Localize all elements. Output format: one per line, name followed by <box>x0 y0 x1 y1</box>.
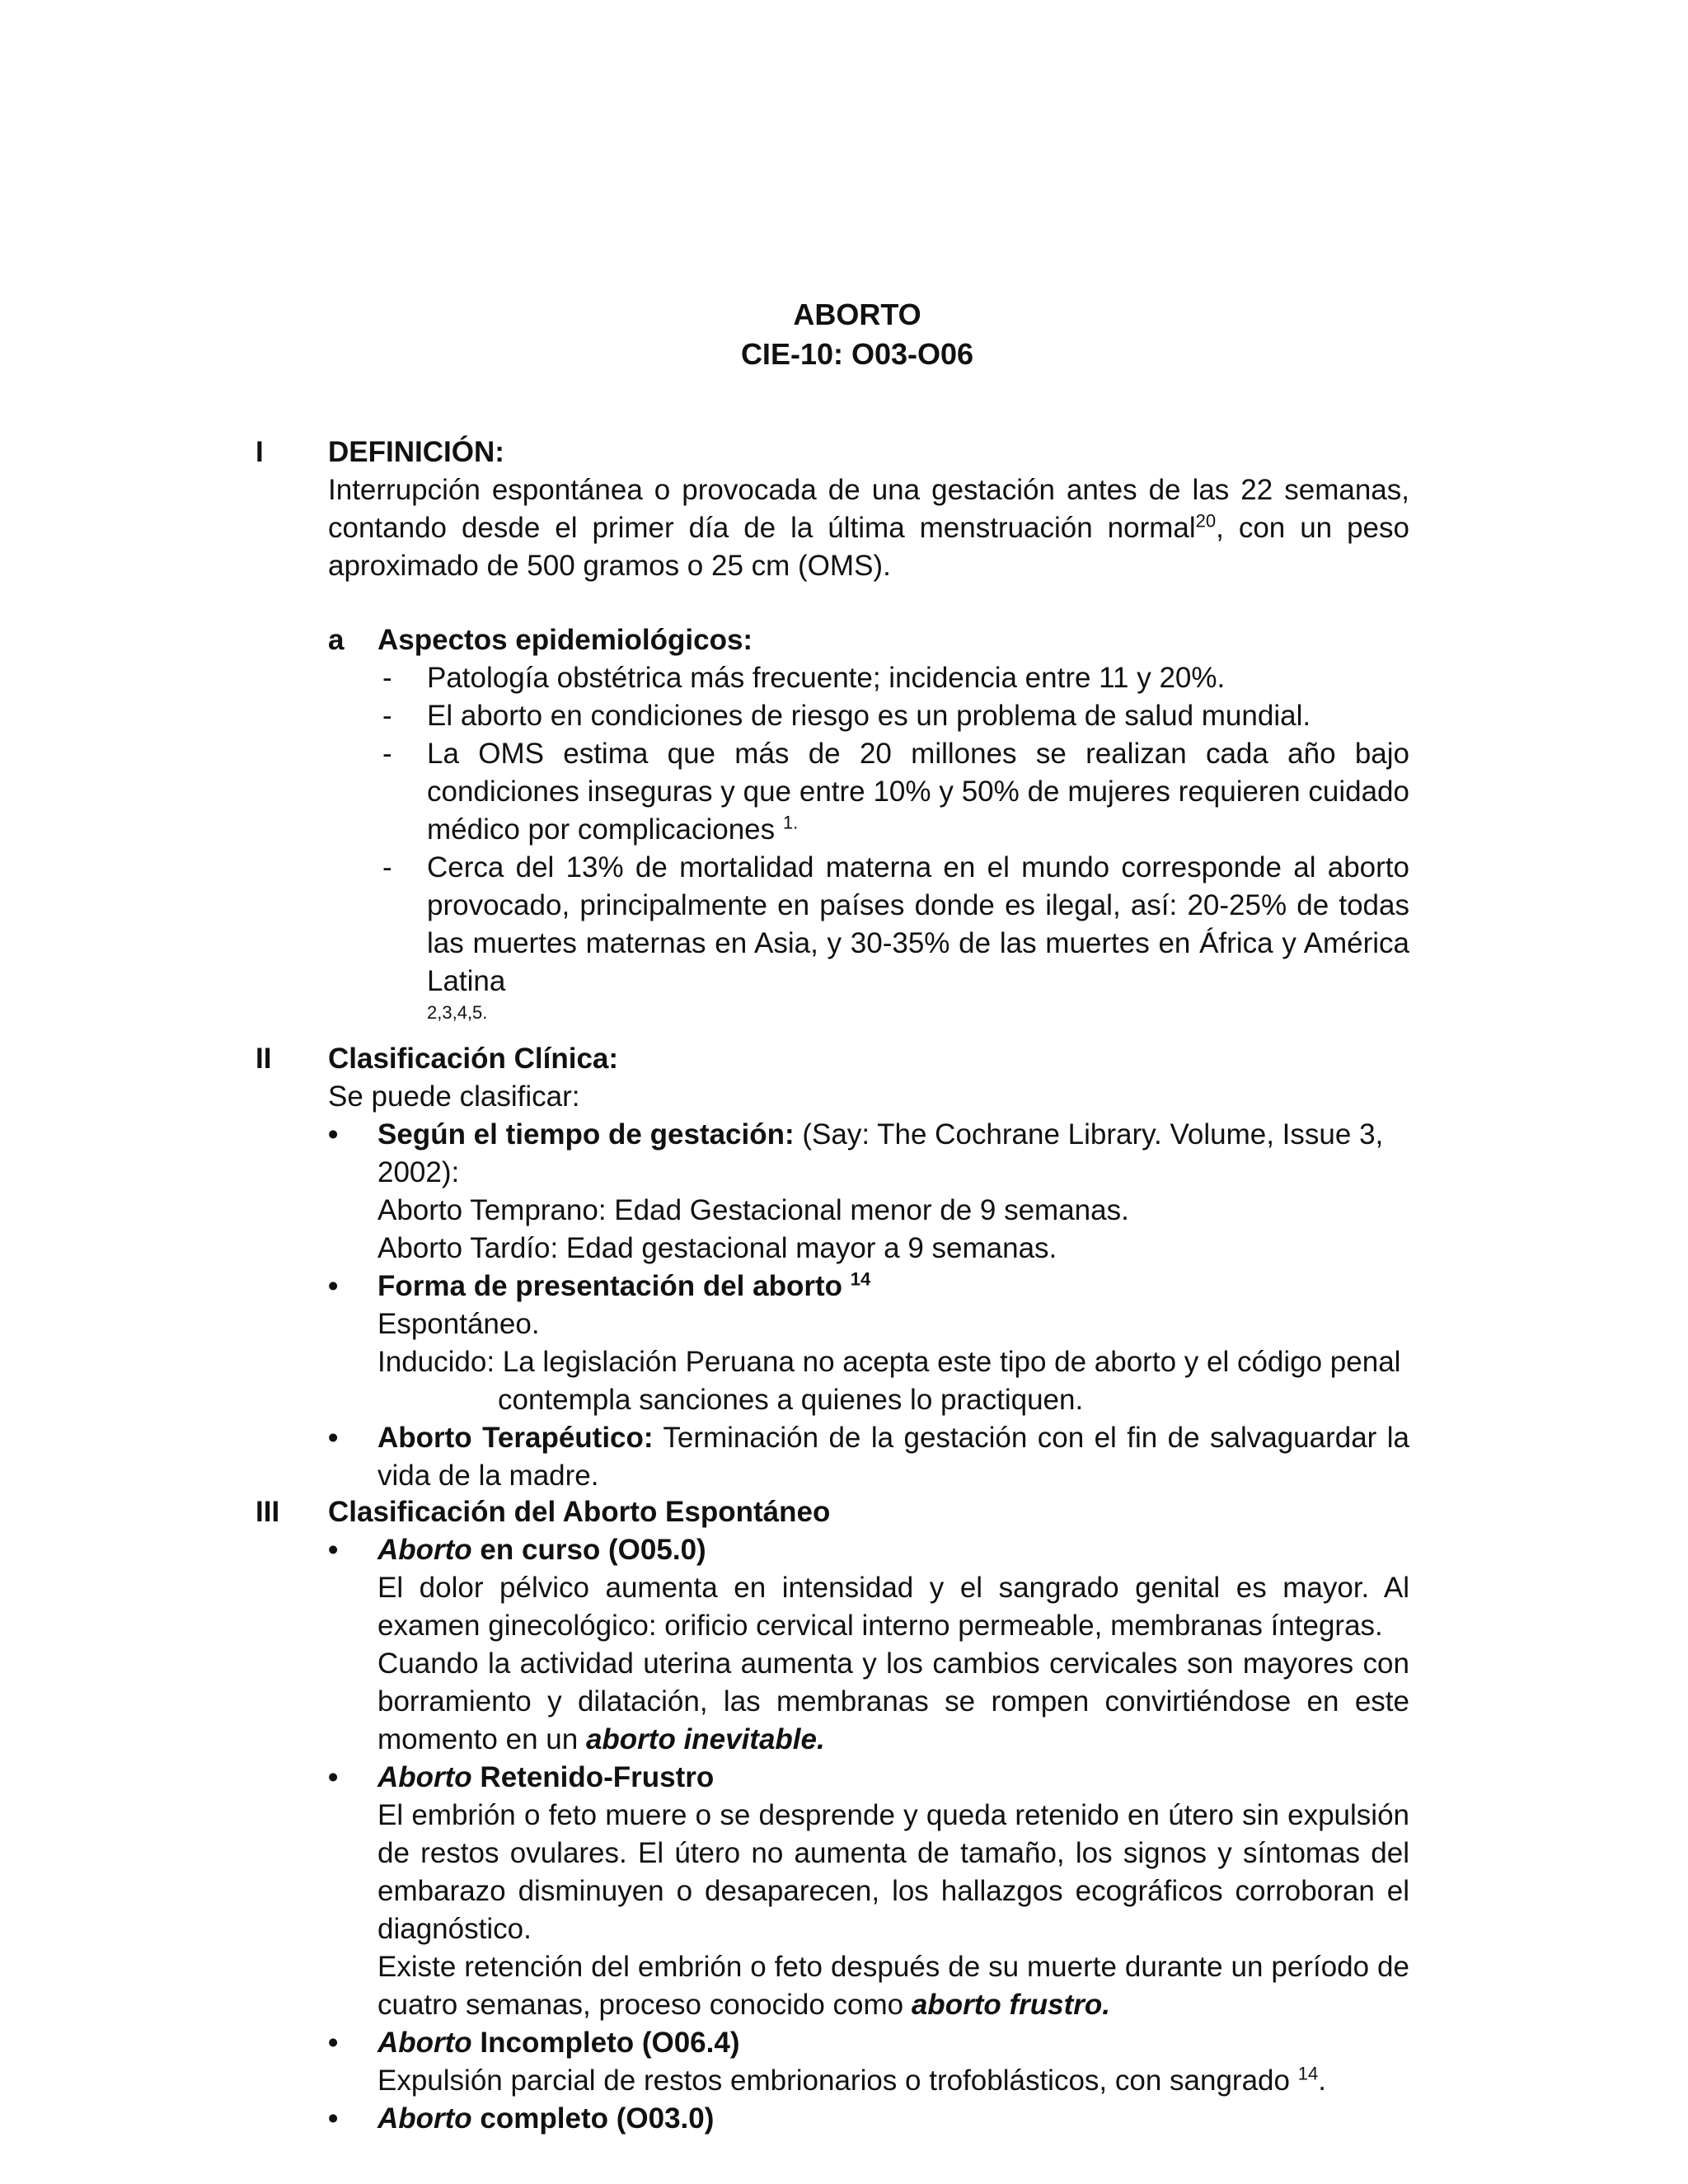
subsection-heading: Aspectos epidemiológicos: <box>377 624 753 656</box>
italic-term: Aborto <box>377 1534 472 1566</box>
bullet-paragraph <box>377 1948 1409 2024</box>
epidemiology-list <box>377 659 1409 1025</box>
emphasis-term: aborto inevitable. <box>585 1723 825 1755</box>
bullet-line: Inducido: La legislación Peruana no acepta este tipo de aborto y el código penal contempla sanciones a quienes lo practiquen. <box>377 1346 1401 1416</box>
subsection-epidemiologia <box>328 621 1409 1025</box>
bullet-text: Terminación de la gestación con el fin de salvaguardar la vida de la madre. <box>377 1422 1410 1492</box>
bullet-marker: • <box>328 1761 339 1793</box>
bullet-heading: Retenido-Frustro <box>471 1761 715 1793</box>
italic-term: Aborto <box>377 2027 472 2059</box>
bullet-aborto-retenido <box>328 1759 1409 2024</box>
definition-paragraph <box>328 471 1409 585</box>
bullet-marker: • <box>328 2027 339 2059</box>
section-numeral: III <box>256 1496 280 1528</box>
paragraph-text: Expulsión parcial de restos embrionarios o trofoblásticos, con sangrado <box>377 2064 1298 2097</box>
list-item <box>377 735 1409 849</box>
section-heading: DEFINICIÓN: <box>328 436 504 468</box>
source-citation: (Say: The Cochrane Library. Volume, Issue 3, 2002): <box>377 1118 1384 1188</box>
bullet-paragraph: El embrión o feto muere o se desprende y queda retenido en útero sin expulsión de restos ovulares. El útero no aumenta de tamaño, los signos y síntomas del embarazo disminuyen o desaparecen, los hallazgos ecográficos corroboran el diagnóstico. <box>377 1799 1409 1945</box>
bullet-heading-line <box>377 1268 1409 1305</box>
reference-number: 1. <box>782 812 799 833</box>
definition-text: Interrupción espontánea o provocada de una gestación antes de las 22 semanas, contando desde el primer día de la última menstruación normal <box>328 474 1409 544</box>
list-item-text: La OMS estima que más de 20 millones se realizan cada año bajo condiciones inseguras y que entre 10% y 50% de mujeres requieren cuidado médico por complicaciones <box>427 738 1409 846</box>
bullet-paragraph <box>377 2062 1409 2100</box>
bullet-paragraph <box>377 1419 1409 1495</box>
paragraph-text: Existe retención del embrión o feto después de su muerte durante un período de cuatro semanas, proceso conocido como <box>377 1951 1409 2021</box>
bullet-heading-line <box>377 1759 1409 1797</box>
emphasis-term: aborto frustro. <box>911 1989 1110 2021</box>
dash-marker: - <box>382 738 392 770</box>
bullet-heading-line <box>377 1116 1409 1192</box>
section-body <box>328 434 1409 1025</box>
bullet-aborto-terapeutico <box>328 1419 1409 1495</box>
bullet-heading: Según el tiempo de gestación: <box>377 1118 795 1151</box>
bullet-heading: Aborto Terapéutico: <box>377 1422 654 1454</box>
reference-numbers: 2,3,4,5. <box>427 1002 488 1023</box>
bullet-heading-line <box>377 2100 1409 2138</box>
subsection-marker: a <box>328 624 345 656</box>
bullet-line: Espontáneo. <box>377 1308 540 1340</box>
section-heading: Clasificación Clínica: <box>328 1043 619 1075</box>
section-body <box>328 1040 1409 1495</box>
dash-marker: - <box>382 851 392 883</box>
bullet-aborto-completo <box>328 2100 1409 2138</box>
bullet-line: Aborto Temprano: Edad Gestacional menor de 9 semanas. <box>377 1194 1129 1226</box>
list-item <box>377 697 1409 735</box>
reference-number: 20 <box>1195 510 1217 532</box>
dash-marker: - <box>382 662 392 694</box>
section-numeral: I <box>256 436 264 468</box>
bullet-heading: Incompleto (O06.4) <box>471 2027 740 2059</box>
section-body <box>328 1493 1409 2138</box>
bullet-heading: Forma de presentación del aborto <box>377 1270 842 1302</box>
list-item <box>377 849 1409 1025</box>
bullet-marker: • <box>328 2102 339 2135</box>
bullet-heading-line <box>377 2024 1409 2062</box>
bullet-marker: • <box>328 1534 339 1566</box>
bullet-tiempo-gestacion <box>328 1116 1409 1268</box>
section-intro: Se puede clasificar: <box>328 1080 580 1113</box>
list-item-text: Patología obstétrica más frecuente; incidencia entre 11 y 20%. <box>427 662 1226 694</box>
bullet-paragraph <box>377 1645 1409 1759</box>
definition-text-end: , con un peso aproximado de 500 gramos o 25 cm (OMS). <box>328 512 1409 582</box>
list-item-text: El aborto en condiciones de riesgo es un problema de salud mundial. <box>427 700 1311 732</box>
document-subtitle: CIE-10: O03-O06 <box>740 337 974 371</box>
list-item-text: Cerca del 13% de mortalidad materna en el mundo corresponde al aborto provocado, principalmente en países donde es ilegal, así: 20-25% de todas las muertes maternas en Asia, y 30-35% de las muertes en África y América Latina <box>427 851 1409 997</box>
section-heading: Clasificación del Aborto Espontáneo <box>328 1496 831 1528</box>
bullet-aborto-en-curso <box>328 1531 1409 1759</box>
bullet-aborto-incompleto <box>328 2024 1409 2100</box>
bullet-marker: • <box>328 1118 339 1151</box>
bullet-forma-presentacion <box>328 1268 1409 1419</box>
title-block <box>0 295 1688 374</box>
bullet-heading: completo (O03.0) <box>471 2102 715 2135</box>
section-numeral: II <box>256 1043 272 1075</box>
dash-marker: - <box>382 700 392 732</box>
document-title: ABORTO <box>793 298 921 331</box>
reference-number: 14 <box>850 1268 871 1290</box>
italic-term: Aborto <box>377 2102 472 2135</box>
paragraph-end: . <box>1318 2064 1326 2097</box>
bullet-heading: en curso (O05.0) <box>471 1534 706 1566</box>
italic-term: Aborto <box>377 1761 472 1793</box>
bullet-marker: • <box>328 1270 339 1302</box>
paragraph-text: Cuando la actividad uterina aumenta y los cambios cervicales son mayores con borramiento y dilatación, las membranas se rompen convirtiéndose en este momento en un <box>377 1647 1409 1755</box>
bullet-paragraph: El dolor pélvico aumenta en intensidad y el sangrado genital es mayor. Al examen ginecológico: orificio cervical interno permeable, membranas íntegras. <box>377 1572 1409 1642</box>
bullet-line: Aborto Tardío: Edad gestacional mayor a 9 semanas. <box>377 1232 1057 1264</box>
bullet-heading-line <box>377 1531 1409 1569</box>
reference-number: 14 <box>1297 2063 1319 2084</box>
list-item <box>377 659 1409 697</box>
bullet-marker: • <box>328 1422 339 1454</box>
